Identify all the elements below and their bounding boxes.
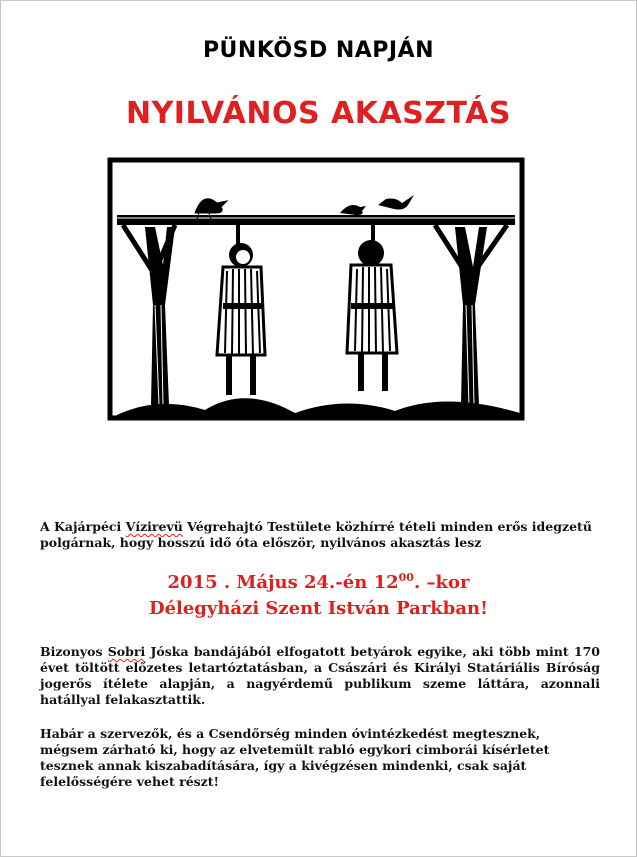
event-date-text: 2015 . Május 24.-én 12 xyxy=(167,572,399,593)
poster-title: PÜNKÖSD NAPJÁN xyxy=(202,38,435,63)
intro-text-start: A Kajárpéci xyxy=(40,519,126,534)
poster-subtitle: NYILVÁNOS AKASZTÁS xyxy=(125,96,512,131)
event-place: Délegyházi Szent István Parkban! xyxy=(148,598,489,619)
intro-org-name: Vízirevü xyxy=(125,519,183,534)
event-time-minutes: 00 xyxy=(398,571,414,584)
gallows-woodcut-icon xyxy=(95,155,535,455)
story-text-end: Jóska bandájából elfogatott betyárok egyike, aki több mint 170 évet töltött előzetes letartóztatásban, a Császári és Királyi Statáriális Bíróság jogerős ítélete alapján, a nagyérdemű publikum szeme láttára, azonnali hatállyal felakasztattik. xyxy=(40,644,601,707)
story-name: Sobri xyxy=(107,644,146,659)
intro-paragraph xyxy=(40,519,600,551)
story-paragraph xyxy=(40,644,600,708)
event-date xyxy=(0,572,637,593)
event-date-suffix: . –kor xyxy=(413,572,470,593)
warning-paragraph: Habár a szervezők, és a Csendőrség minden óvintézkedést megtesznek, mégsem zárható ki, hogy az elvetemült rabló egykori cimborái kísérletet tesznek annak kiszabadítására, így a kivégzésen mindenki, csak saját felelősségére vehet részt! xyxy=(40,726,550,789)
intro-text-end: Végrehajtó Testülete közhírré tételi minden erős idegzetű polgárnak, hogy hosszú idő óta először, nyilvános akasztás lesz xyxy=(40,519,592,550)
story-text-start: Bizonyos xyxy=(40,644,108,659)
